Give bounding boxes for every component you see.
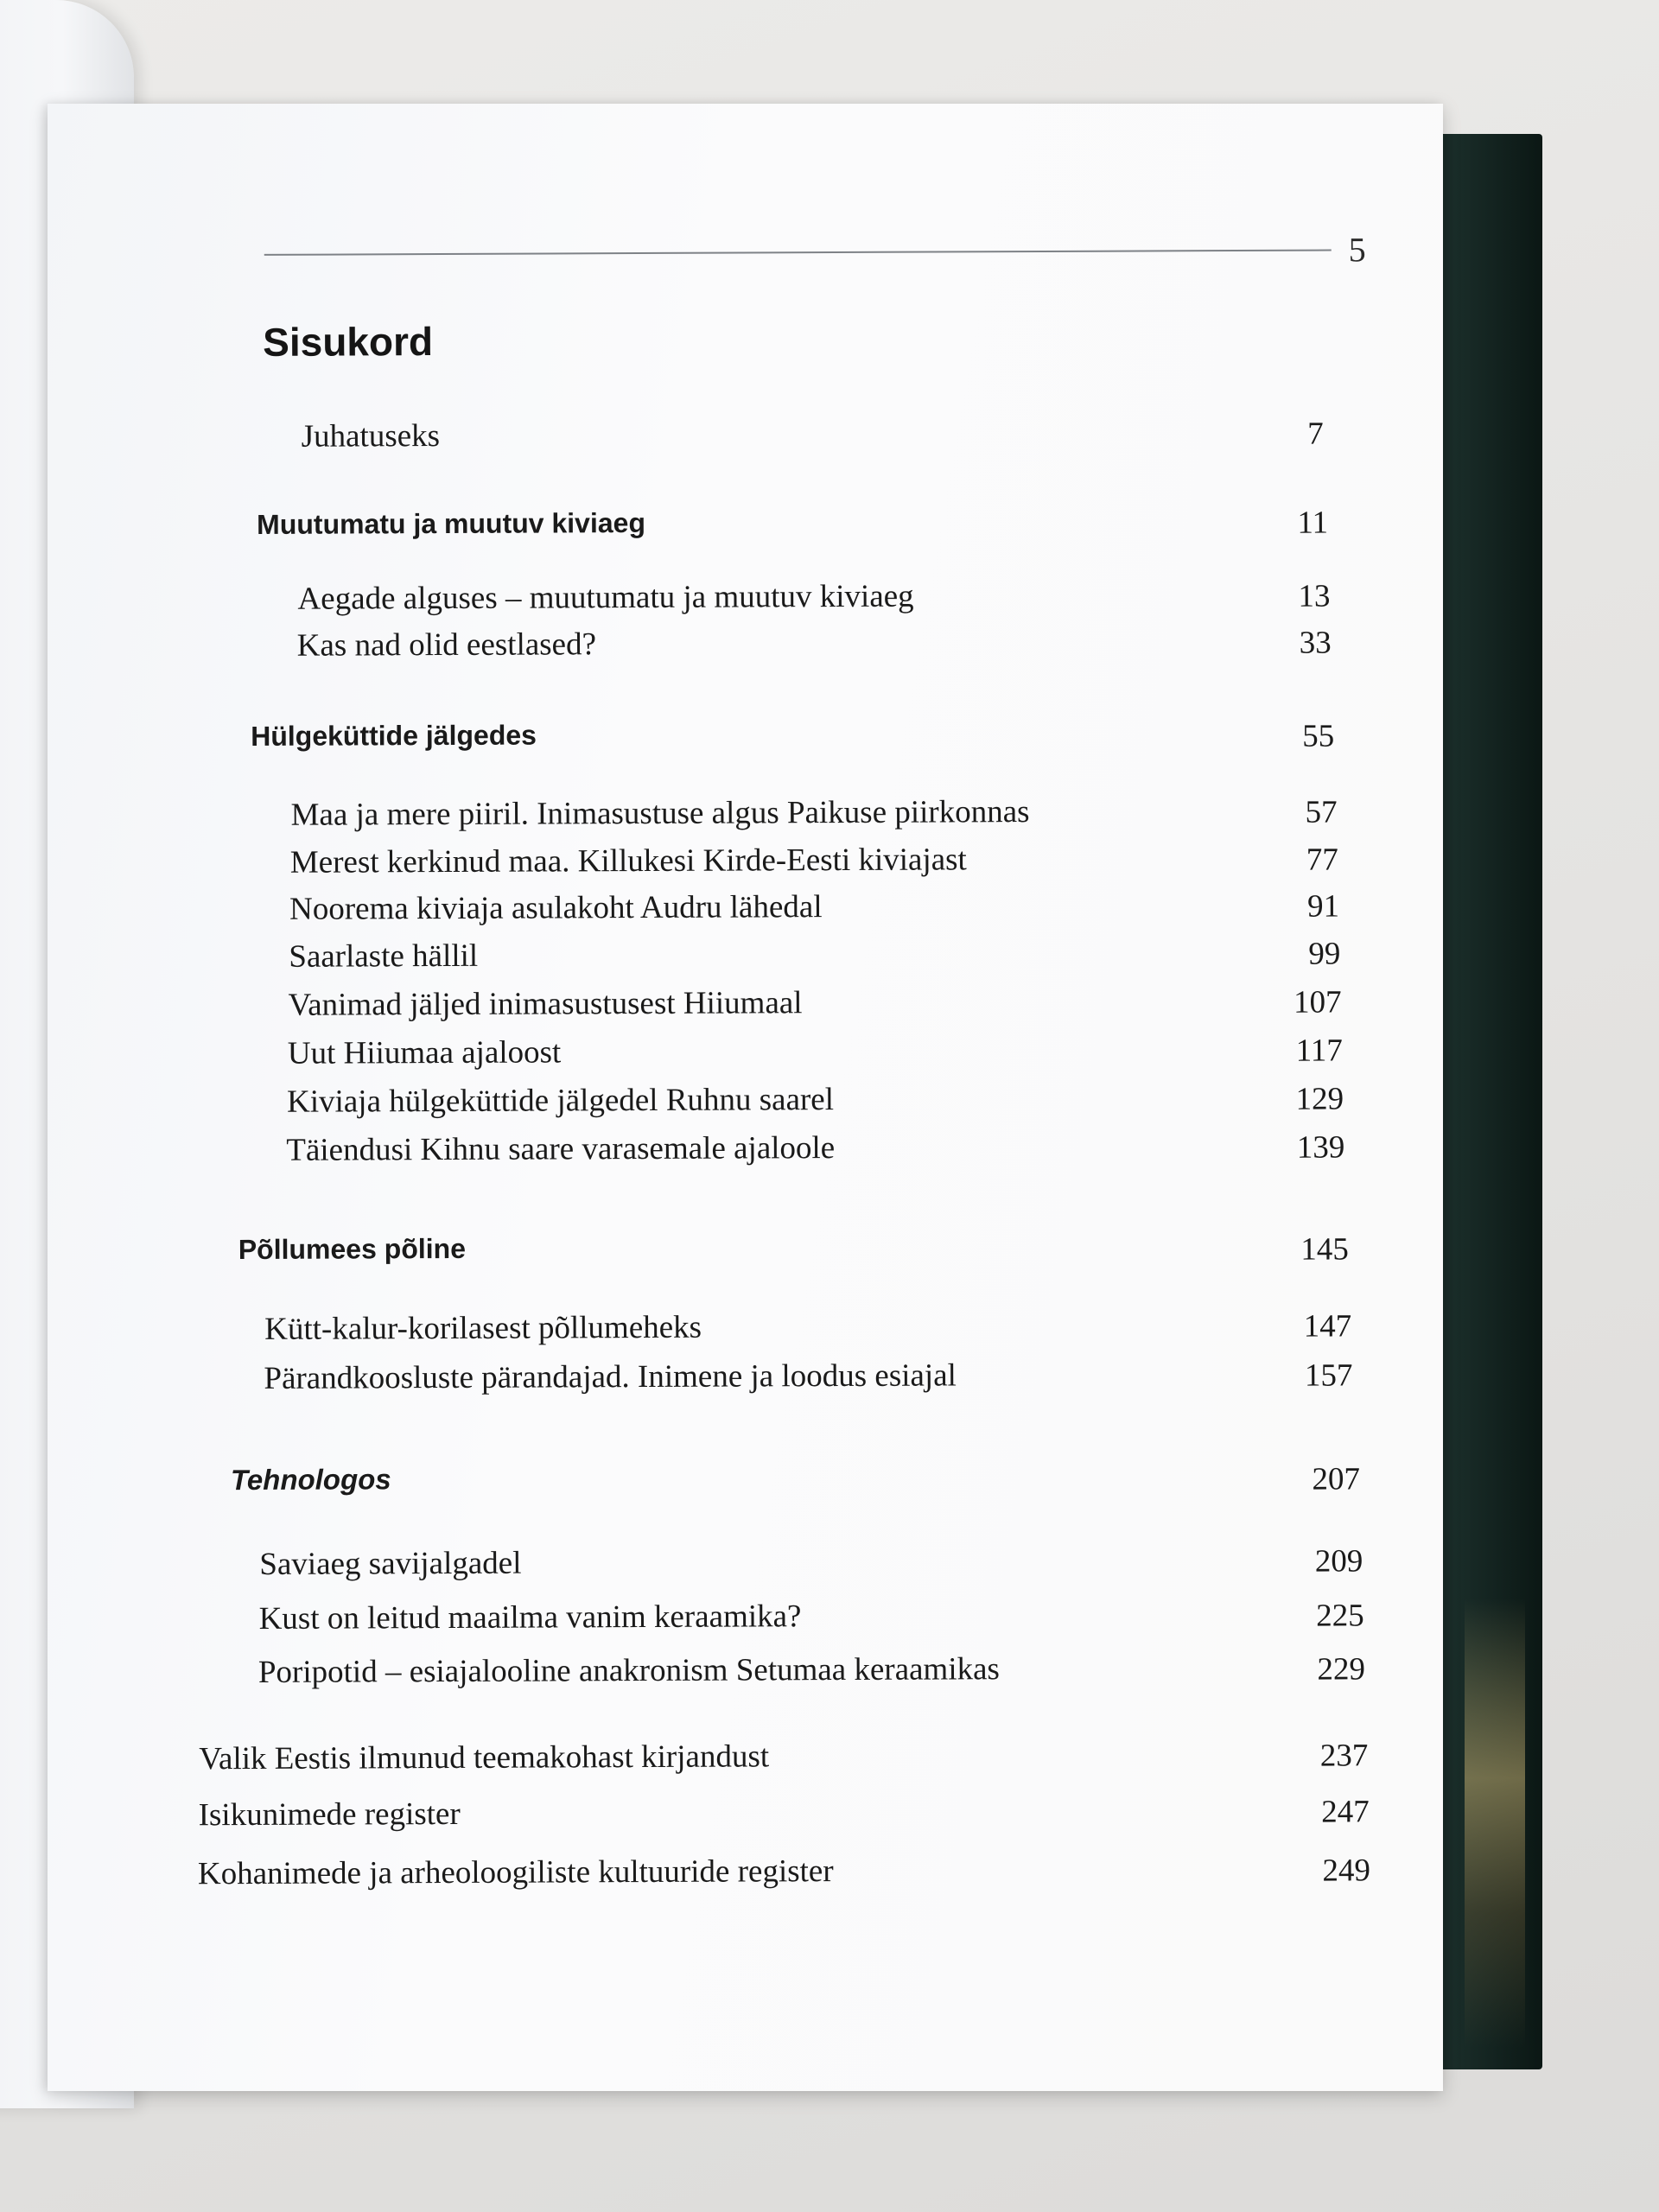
toc-section-page: 207: [1312, 1461, 1361, 1497]
toc-entry-page: 107: [1293, 984, 1342, 1020]
toc-section-page: 55: [1302, 718, 1335, 754]
toc-section-page: 145: [1300, 1231, 1349, 1268]
toc-appendix-page: 237: [1319, 1738, 1369, 1774]
toc-entry-title: Saarlaste hällil: [289, 938, 479, 975]
toc-entry-title: Kiviaja hülgeküttide jälgedel Ruhnu saarel: [286, 1082, 835, 1120]
toc-entry-page: 147: [1303, 1308, 1352, 1344]
toc-section-title: Hülgeküttide jälgedes: [251, 719, 537, 752]
cover-reflection: [1465, 1599, 1525, 2048]
toc-entry-title: Vanimad jäljed inimasustusest Hiiumaal: [288, 985, 803, 1023]
page-number: 5: [1348, 230, 1366, 270]
toc-appendix-page: 249: [1322, 1853, 1371, 1889]
toc-appendix-title: Isikunimede register: [198, 1796, 461, 1834]
toc-entry-page: 225: [1316, 1598, 1364, 1634]
toc-entry-title: Merest kerkinud maa. Killukesi Kirde-Eesti kiviajast: [289, 842, 967, 880]
toc-entry-page: 99: [1308, 936, 1341, 972]
toc-entry-page: 229: [1317, 1651, 1366, 1688]
toc-entry-page: 139: [1296, 1129, 1345, 1166]
toc-entry-page: 7: [1307, 416, 1324, 452]
book-page: [48, 104, 1443, 2091]
toc-entry-page: 77: [1306, 842, 1338, 878]
toc-entry-page: 157: [1304, 1357, 1353, 1394]
toc-entry-title: Pärandkoosluste pärandajad. Inimene ja loodus esiajal: [264, 1357, 957, 1396]
toc-entry-page: 13: [1298, 578, 1331, 614]
toc-section-title: Tehnologos: [230, 1463, 391, 1497]
toc-entry-page: 129: [1295, 1081, 1344, 1117]
toc-entry-page: 57: [1305, 794, 1338, 830]
toc-entry-title: Poripotid – esiajalooline anakronism Setumaa keraamikas: [257, 1651, 1000, 1690]
toc-appendix-title: Kohanimede ja arheoloogiliste kultuuride register: [197, 1853, 834, 1892]
toc-entry-title: Kust on leitud maailma vanim keraamika?: [258, 1599, 802, 1637]
page-content: [48, 98, 1452, 2091]
toc-appendix-title: Valik Eestis ilmunud teemakohast kirjandust: [199, 1738, 770, 1777]
toc-entry-title: Kütt-kalur-korilasest põllumeheks: [264, 1309, 702, 1347]
toc-entry-page: 33: [1299, 625, 1332, 661]
toc-entry-page: 117: [1295, 1033, 1343, 1069]
toc-entry-title: Juhatuseks: [301, 418, 441, 454]
toc-section-title: Põllumees põline: [238, 1232, 467, 1266]
toc-entry-title: Maa ja mere piiril. Inimasustuse algus Paikuse piirkonnas: [290, 794, 1030, 833]
toc-section-page: 11: [1297, 505, 1329, 541]
toc-entry-title: Noorema kiviaja asulakoht Audru lähedal: [289, 889, 823, 927]
toc-section-title: Muutumatu ja muutuv kiviaeg: [257, 506, 646, 540]
toc-title: Sisukord: [263, 319, 434, 365]
toc-entry-page: 91: [1306, 888, 1340, 925]
table-of-contents: [48, 98, 1452, 2091]
toc-entry-title: Aegade alguses – muutumatu ja muutuv kiviaeg: [297, 578, 914, 617]
toc-entry-title: Uut Hiiumaa ajaloost: [287, 1034, 562, 1071]
toc-entry-title: Täiendusi Kihnu saare varasemale ajaloole: [286, 1130, 836, 1168]
toc-entry-title: Kas nad olid eestlased?: [296, 626, 597, 664]
toc-appendix-page: 247: [1321, 1794, 1370, 1830]
toc-entry-title: Saviaeg savijalgadel: [259, 1545, 522, 1582]
toc-entry-page: 209: [1314, 1543, 1363, 1580]
